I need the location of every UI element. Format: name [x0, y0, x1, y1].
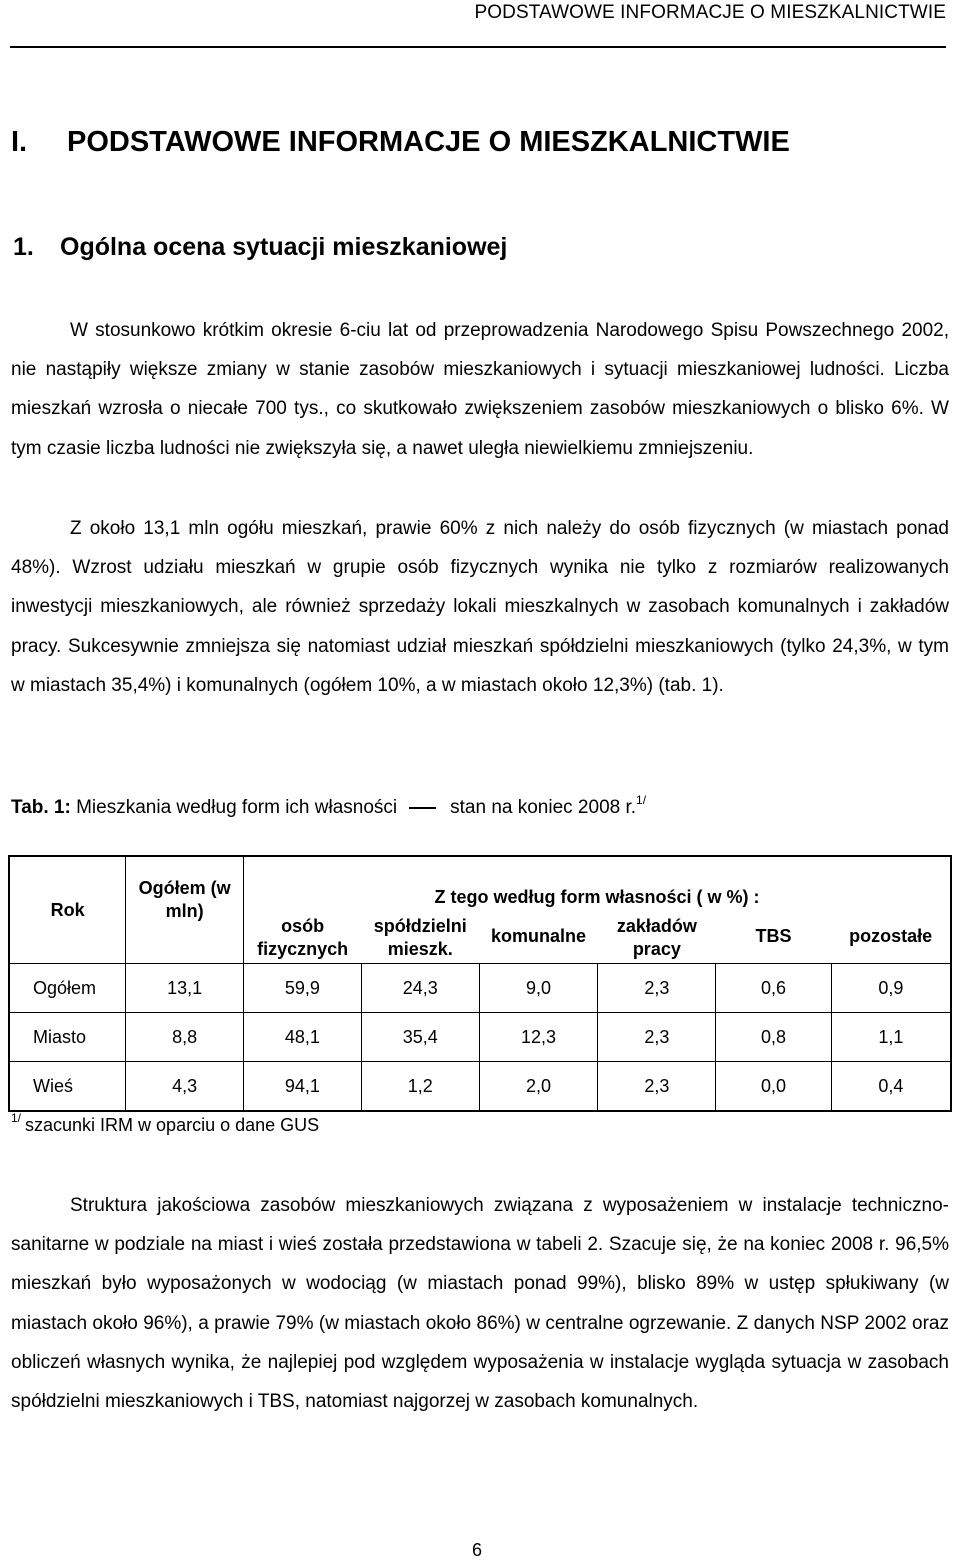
- running-header: PODSTAWOWE INFORMACJE O MIESZKALNICTWIE: [474, 2, 946, 23]
- header-osob-fizycznych: osób fizycznych: [243, 909, 361, 964]
- paragraph-1-text: W stosunkowo krótkim okresie 6-ciu lat od przeprowadzenia Narodowego Spisu Powszechnego 2002, nie nastąpiły większe zmiany w stanie zasobów mieszkaniowych i sytuacji mieszkaniowej ludności. Liczba mieszkań wzrosła o niecałe 700 tys., co skutkowało zwiększeniem zasobów mieszkaniowych o blisko 6%. W tym czasie liczba ludności nie zwiększyła się, a nawet uległa niewielkiemu zmniejszeniu.: [11, 320, 949, 459]
- caption-footnote-mark: 1/: [636, 793, 647, 807]
- table-cell: 48,1: [243, 1013, 361, 1062]
- footnote-mark: 1/: [11, 1111, 22, 1125]
- table-row: [9, 1013, 951, 1062]
- header-zakladow-pracy: zakładów pracy: [598, 909, 716, 964]
- table-caption-label: Tab. 1:: [11, 797, 71, 818]
- section-number: 1.: [13, 233, 34, 261]
- row-label: Miasto: [9, 1013, 126, 1062]
- header-rok: Rok: [9, 856, 126, 964]
- paragraph-3-text: Struktura jakościowa zasobów mieszkaniowych związana z wyposażeniem w instalacje techniczno-sanitarne w podziale na miast i wieś została przedstawiona w tabeli 2. Szacuje się, że na koniec 2008 r. 96,5% mieszkań było wyposażonych w wodociąg (w miastach ponad 99%), blisko 89% w ustęp spłukiwany (w miastach około 96%), a prawie 79% (w miastach około 86%) w centralne ogrzewanie. Z danych NSP 2002 oraz obliczeń własnych wynika, że najlepiej pod względem wyposażenia w instalacje wygląda sytuacja w zasobach spółdzielni mieszkaniowych i TBS, natomiast najgorzej w zasobach komunalnych.: [11, 1195, 949, 1413]
- table-caption-text: Mieszkania według form ich własności: [76, 797, 398, 818]
- table-cell: 12,3: [479, 1013, 598, 1062]
- paragraph-2-text: Z około 13,1 mln ogółu mieszkań, prawie 60% z nich należy do osób fizycznych (w miastach ponad 48%). Wzrost udziału mieszkań w grupie osób fizycznych wynika nie tylko z rozmiarów realizowanych inwestycji mieszkaniowych, ale również sprzedaży lokali mieszkalnych w zasobach komunalnych i zakładów pracy. Sukcesywnie zmniejsza się natomiast udział mieszkań spółdzielni mieszkaniowych (tylko 24,3%, w tym w miastach 35,4%) i komunalnych (ogółem 10%, a w miastach około 12,3%) (tab. 1).: [11, 518, 949, 696]
- table-cell: 59,9: [243, 964, 361, 1013]
- paragraph-3: [11, 1186, 949, 1421]
- table-cell: 9,0: [479, 964, 598, 1013]
- table-caption: [11, 793, 647, 819]
- table-cell: 13,1: [126, 964, 244, 1013]
- table-cell: 4,3: [126, 1062, 244, 1112]
- table-caption-suffix: stan na koniec 2008 r.: [450, 797, 637, 818]
- header-ogolem: Ogółem (w mln): [126, 856, 244, 964]
- table-row: [9, 964, 951, 1013]
- page-number: 6: [472, 1540, 483, 1560]
- paragraph-2: [11, 509, 949, 705]
- paragraph-1: [11, 311, 949, 468]
- header-komunalne: komunalne: [479, 909, 598, 964]
- table-cell: 1,2: [361, 1062, 479, 1112]
- table-cell: 2,0: [479, 1062, 598, 1112]
- row-label: Wieś: [9, 1062, 126, 1112]
- table-cell: 35,4: [361, 1013, 479, 1062]
- header-spoldzielni: spółdzielni mieszk.: [361, 909, 479, 964]
- header-tbs: TBS: [716, 909, 831, 964]
- chapter-heading: [11, 126, 790, 159]
- table-cell: 2,3: [598, 1013, 716, 1062]
- section-title: Ogólna ocena sytuacji mieszkaniowej: [60, 233, 508, 261]
- table-cell: 24,3: [361, 964, 479, 1013]
- caption-dash: [409, 807, 436, 809]
- table-cell: 0,8: [716, 1013, 831, 1062]
- chapter-title: PODSTAWOWE INFORMACJE O MIESZKALNICTWIE: [67, 126, 790, 158]
- ownership-table: [8, 855, 952, 1112]
- header-pozostale: pozostałe: [831, 909, 951, 964]
- table-footnote: [11, 1111, 320, 1136]
- table-row: [9, 1062, 951, 1112]
- row-label: Ogółem: [9, 964, 126, 1013]
- table-cell: 2,3: [598, 964, 716, 1013]
- header-rule: [10, 46, 946, 48]
- chapter-number: I.: [11, 126, 28, 158]
- footnote-text: szacunki IRM w oparciu o dane GUS: [25, 1115, 320, 1135]
- table-cell: 1,1: [831, 1013, 951, 1062]
- table-cell: 94,1: [243, 1062, 361, 1112]
- table-cell: 0,6: [716, 964, 831, 1013]
- table-cell: 0,9: [831, 964, 951, 1013]
- table-cell: 0,4: [831, 1062, 951, 1112]
- table-cell: 0,0: [716, 1062, 831, 1112]
- section-heading: [13, 233, 507, 262]
- table-cell: 8,8: [126, 1013, 244, 1062]
- header-group: Z tego według form własności ( w %) :: [243, 856, 951, 909]
- table-cell: 2,3: [598, 1062, 716, 1112]
